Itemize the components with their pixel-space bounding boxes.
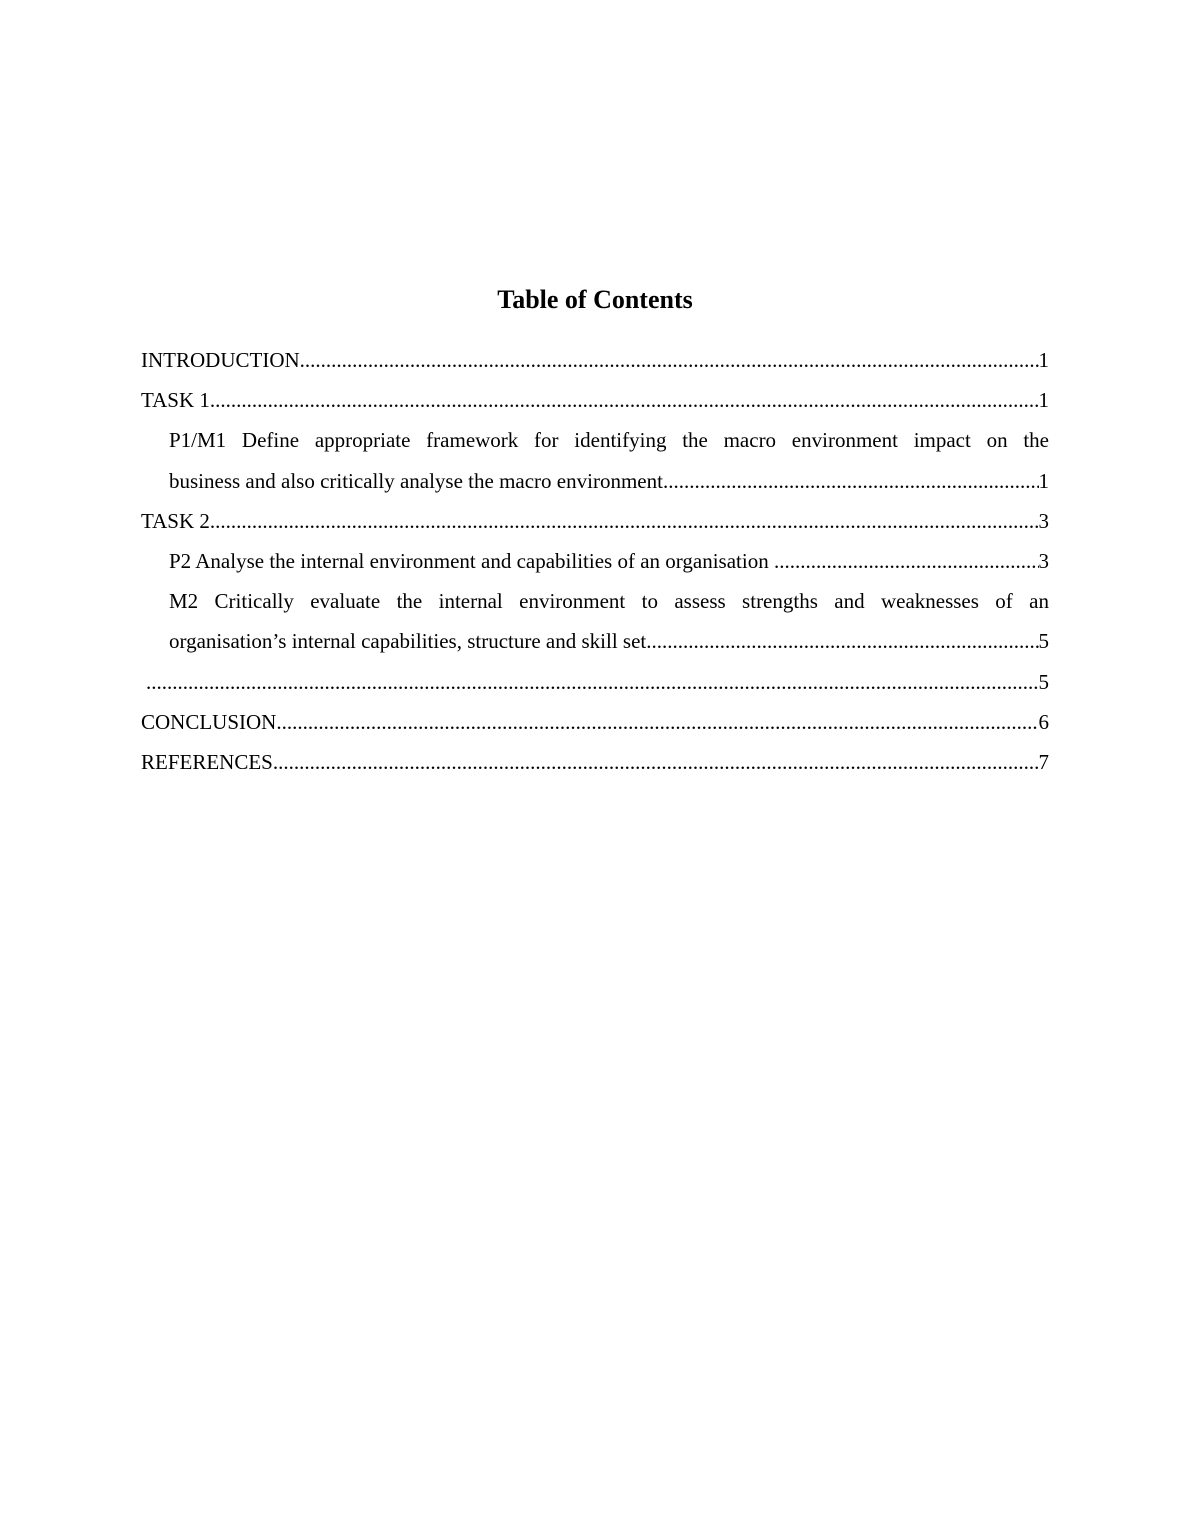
- toc-entry-task-1[interactable]: [141, 380, 1049, 420]
- toc-entry-text: REFERENCES: [141, 750, 273, 775]
- toc-entry-page: 3: [1038, 508, 1049, 533]
- dot-leader: [276, 702, 1038, 742]
- toc-entry-page: 1: [1038, 388, 1049, 413]
- dot-leader: [774, 541, 1039, 581]
- toc-entry-page: 1: [1038, 468, 1049, 493]
- toc-entry-p2[interactable]: [141, 541, 1049, 581]
- dot-leader: [210, 501, 1039, 541]
- toc-entry-untitled[interactable]: [141, 662, 1049, 702]
- toc-entry-text: CONCLUSION: [141, 709, 277, 734]
- toc-title: Table of Contents: [497, 285, 693, 314]
- dot-leader: [646, 621, 1038, 661]
- dot-leader: [663, 461, 1039, 501]
- toc-entry-page: 7: [1038, 750, 1049, 775]
- toc-entry-page: 1: [1038, 348, 1049, 372]
- dot-leader: [146, 662, 1039, 702]
- dot-leader: [273, 742, 1039, 782]
- toc-entry-page: 5: [1038, 629, 1049, 654]
- toc-entry-page: 6: [1038, 709, 1049, 734]
- toc-entry-text-line1: M2 Critically evaluate the internal environment to assess strengths and weaknesses of an: [169, 589, 1049, 614]
- toc-entry-text: organisation’s internal capabilities, structure and skill set: [169, 629, 647, 654]
- toc-entry-p1-m1[interactable]: [141, 420, 1049, 500]
- toc-entry-text: TASK 1: [141, 388, 210, 413]
- toc-entry-text: INTRODUCTION: [141, 348, 300, 372]
- toc-entry-conclusion[interactable]: [141, 702, 1049, 742]
- toc-entry-references[interactable]: [141, 742, 1049, 782]
- toc-entry-page: 5: [1038, 669, 1049, 694]
- toc-entry-text: TASK 2: [141, 508, 210, 533]
- toc-entry-text: business and also critically analyse the macro environment: [169, 468, 663, 493]
- toc-list: [141, 340, 1049, 782]
- toc-entry-introduction[interactable]: [141, 340, 1049, 380]
- toc-entry-text-line1: P1/M1 Define appropriate framework for identifying the macro environment impact on the: [169, 428, 1049, 453]
- toc-entry-text: P2 Analyse the internal environment and capabilities of an organisation: [169, 549, 774, 574]
- toc-entry-task-2[interactable]: [141, 501, 1049, 541]
- toc-entry-page: 3: [1038, 549, 1049, 574]
- dot-leader: [210, 380, 1039, 420]
- dot-leader: [300, 340, 1039, 380]
- toc-entry-m2[interactable]: [141, 581, 1049, 661]
